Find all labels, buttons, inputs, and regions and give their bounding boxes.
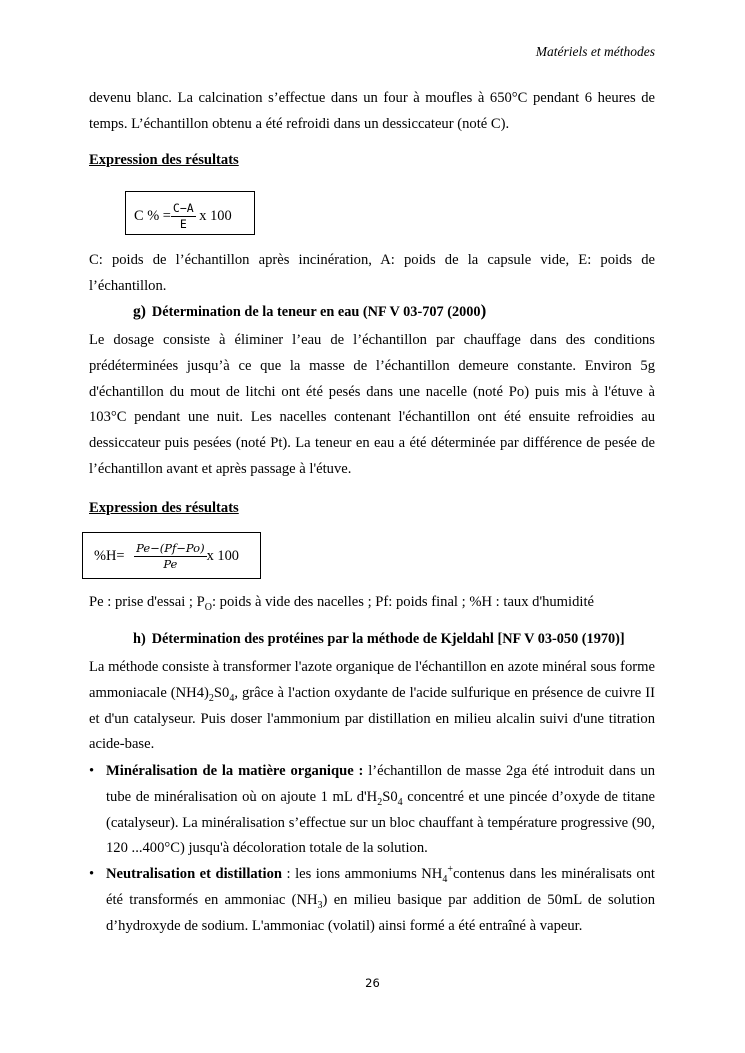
list-item: • Minéralisation de la matière organique : l’échantillon de masse 2ga été introduit dans un tube de minéralisation où on ajoute 1 mL $d'H_2S0_4$ concentré et une pincée d’oxyde de titane (catalyseur). La minéralisation s’effectue sur un bloc chauffant à température progressive (90, 120 ...400°C) jusqu'à décoloration totale de la solution. xyxy=(89,759,655,862)
paragraph-ash-legend: C: poids de l’échantillon après incinération, A: poids de la capsule vide, E: poids de l’échantillon. xyxy=(89,252,655,294)
subsection-g-closing: ) xyxy=(480,301,487,320)
formula-numerator: C−A xyxy=(172,201,194,215)
formula-fraction xyxy=(171,201,196,232)
formula-box-ash xyxy=(125,191,255,235)
subsection-h-letter: h) xyxy=(133,631,146,647)
bullet-list xyxy=(89,759,655,940)
results-heading-1: Expression des résultats xyxy=(89,152,239,168)
subsection-g-title: Détermination de la teneur en eau (NF V 03-707 (2000 xyxy=(151,304,481,320)
formula-lhs: C % = xyxy=(134,207,171,224)
formula-lhs: %H= xyxy=(94,547,125,564)
paragraph-humidity-legend: Pe : prise d'essai ; $P_O$: poids à vide des nacelles ; Pf: poids final ; %H : taux d'humidité xyxy=(89,594,594,613)
formula-denominator: Pe xyxy=(163,557,178,571)
formula-numerator: Pe−(Pf−Po) xyxy=(136,541,205,555)
paragraph-water-content: Le dosage consiste à éliminer l’eau de l’échantillon par chauffage dans des conditions prédéterminées jusqu’à ce que la masse de l’échantillon demeure constante. Environ 5g d'échantillon du mout de litchi ont été pesés dans une nacelle (noté Po) puis mis à l'étuve à 103°C pendant une nuit. Les nacelles contenant l'échantillon ont été ensuite refroidies au dessiccateur puis pesées (noté Pt). La teneur en eau a été déterminée par différence de pesée de l’échantillon avant et après passage à l'étuve. xyxy=(89,332,655,477)
results-heading-2: Expression des résultats xyxy=(89,500,239,516)
formula-fraction xyxy=(134,541,206,572)
paragraph-kjeldahl: La méthode consiste à transformer l'azote organique de l'échantillon en azote minéral sous forme ammoniacale $(NH4)_2S0_4$, grâce à l'action oxydante de l'acide sulfurique en présence de cuivre II et d'un catalyseur. Puis doser l'ammonium par distillation en milieu alcalin suivi d'une titration acide-base. xyxy=(89,659,655,753)
list-item: • Neutralisation et distillation : les ions ammoniums $NH_4^+contenus$ dans les minéralisats ont été transformés en ammoniac $(NH_3)$ en milieu basique par addition de 50mL de solution d’hydroxyde de sodium. L'ammoniac (volatil) ainsi formé a été entraîné à vapeur. xyxy=(89,862,655,939)
formula-rhs: x 100 xyxy=(206,547,239,564)
bullet-dot-icon: • xyxy=(89,866,95,883)
formula-denominator: E xyxy=(179,217,187,231)
page-number: 26 xyxy=(365,976,380,990)
bullet-dot-icon: • xyxy=(89,763,95,779)
subsection-g-heading xyxy=(133,301,486,321)
subsection-g-letter: g) xyxy=(133,303,146,320)
formula-rhs: x 100 xyxy=(199,207,232,224)
paragraph-calcination: devenu blanc. La calcination s’effectue dans un four à moufles à 650°C pendant 6 heures de temps. L’échantillon obtenu a été refroidi dans un dessiccateur (noté C). xyxy=(89,90,655,132)
formula-box-humidity xyxy=(82,532,261,579)
subsection-h-heading xyxy=(133,631,625,648)
running-header: Matériels et méthodes xyxy=(535,44,655,59)
subsection-h-title: Détermination des protéines par la méthode de Kjeldahl [NF V 03-050 (1970)] xyxy=(151,631,625,647)
